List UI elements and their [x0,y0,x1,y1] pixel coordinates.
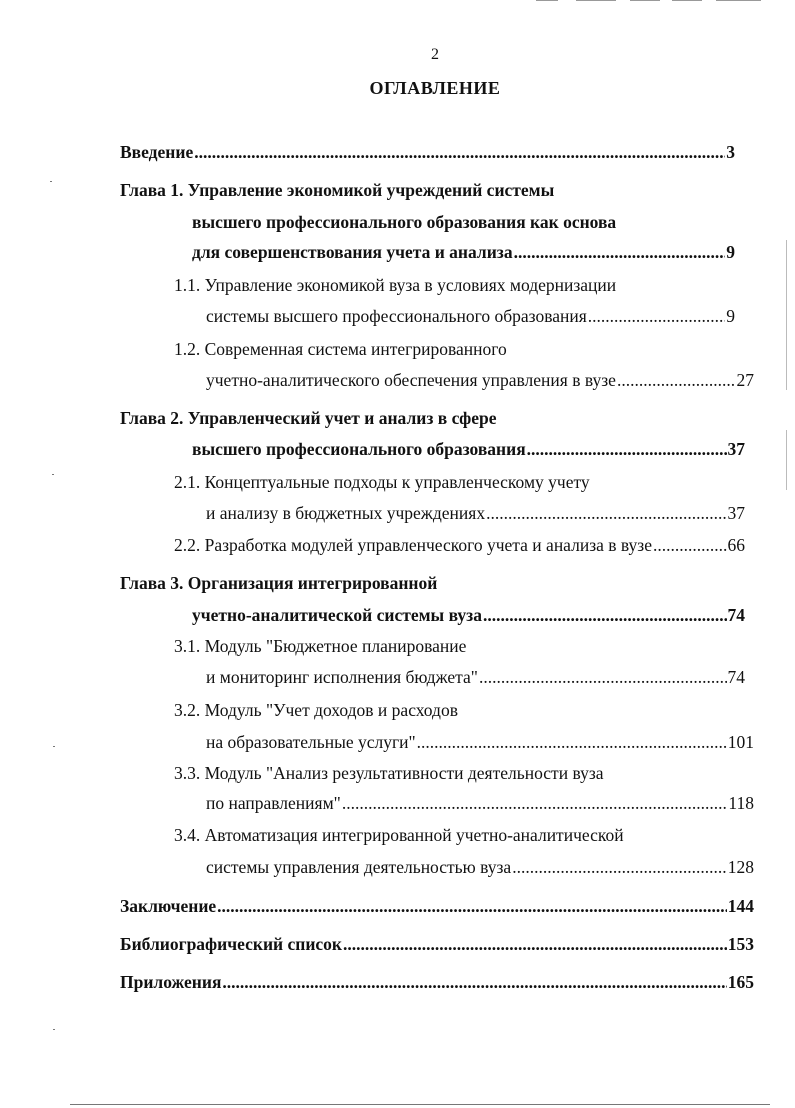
toc-entry-conclusion[interactable]: Заключение ..... 144 [120,894,754,918]
toc-entry-section-1-1[interactable]: системы высшего профессионального образования ..... 9 [206,304,735,328]
toc-entry-section-3-4[interactable]: системы управления деятельностью вуза ..... 128 [206,855,754,879]
toc-section-2-1-line-1: 2.1. Концептуальные подходы к управленческому учету [174,472,590,492]
toc-entry-chapter-2[interactable]: высшего профессионального образования ..... 37 [192,437,745,461]
toc-chapter-3-line-1: Глава 3. Организация интегрированной [120,573,438,593]
toc-section-1-2-line-1: 1.2. Современная система интегрированного [174,339,507,359]
toc-entry-section-2-2[interactable]: 2.2. Разработка модулей управленческого учета и анализа в вузе ..... 66 [174,533,745,557]
toc-entry-section-1-2[interactable]: учетно-аналитического обеспечения управления в вузе ..... 27 [206,368,754,392]
toc-entry-section-3-2[interactable]: на образовательные услуги" ..... 101 [206,730,754,754]
toc-chapter-2-line-1: Глава 2. Управленческий учет и анализ в сфере [120,408,497,428]
toc-entry-appendices[interactable]: Приложения ..... 165 [120,970,754,994]
toc-chapter-1-line-2: высшего профессионального образования как основа [192,212,617,232]
toc-section-3-3-line-1: 3.3. Модуль "Анализ результативности деятельности вуза [174,763,604,783]
toc-title: ОГЛАВЛЕНИЕ [369,78,501,98]
toc-entry-chapter-1[interactable]: для совершенствования учета и анализа ..... 9 [192,240,735,264]
toc-section-3-2-line-1: 3.2. Модуль "Учет доходов и расходов [174,700,458,720]
page-number: 2 [431,46,439,63]
toc-section-1-1-line-1: 1.1. Управление экономикой вуза в условиях модернизации [174,275,617,295]
toc-entry-chapter-3[interactable]: учетно-аналитической системы вуза ..... 74 [192,603,745,627]
toc-chapter-1-line-1: Глава 1. Управление экономикой учреждений системы [120,180,555,200]
toc-entry-section-3-3[interactable]: по направлениям" ..... 118 [206,791,754,815]
toc-entry-bibliography[interactable]: Библиографический список ..... 153 [120,932,754,956]
toc-entry-section-3-1[interactable]: и мониторинг исполнения бюджета" ..... 74 [206,665,745,689]
toc-entry-section-2-1[interactable]: и анализу в бюджетных учреждениях ..... 37 [206,501,745,525]
toc-section-3-4-line-1: 3.4. Автоматизация интегрированной учетно-аналитической [174,825,624,845]
toc-section-3-1-line-1: 3.1. Модуль "Бюджетное планирование [174,636,467,656]
toc-entry-introduction[interactable]: Введение ..... 3 [120,140,735,164]
